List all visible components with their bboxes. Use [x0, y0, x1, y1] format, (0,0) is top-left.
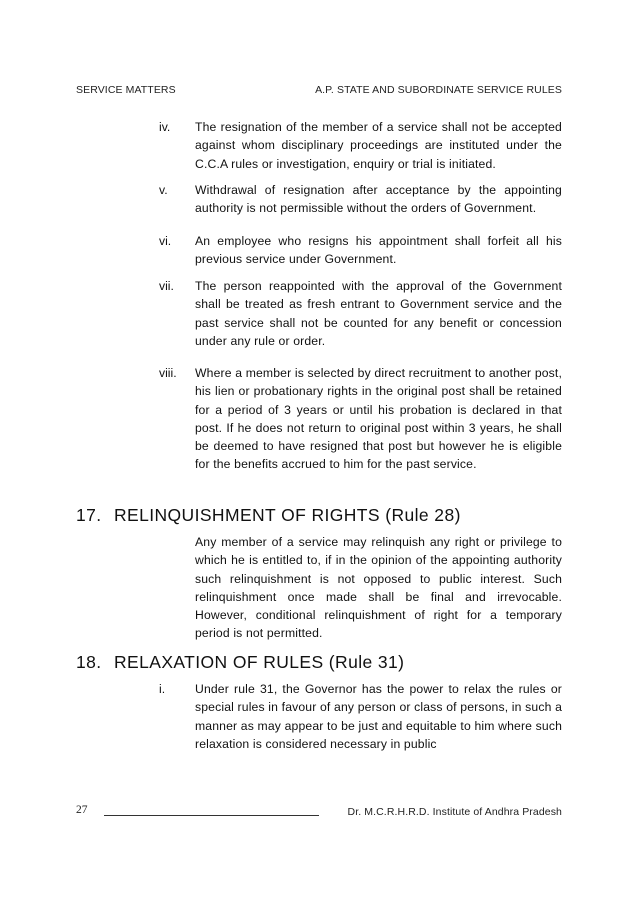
list-item-text: Under rule 31, the Governor has the power to relax the rules or special rules in favour of any person or class of persons, in such a manner as may appear to be just and equitable to him where such relaxation is considered necessary in public: [195, 682, 562, 751]
list-item-number: viii.: [159, 366, 177, 380]
list-item: [159, 232, 562, 269]
list-item: [159, 277, 562, 350]
list-item: [159, 118, 562, 173]
page-number: 27: [76, 804, 88, 816]
list-item: [159, 680, 562, 753]
footer-rule: [104, 815, 319, 816]
running-header-left: SERVICE MATTERS: [76, 84, 176, 96]
list-item-text: The person reappointed with the approval of the Government shall be treated as fresh entrant to Government service and the past service shall not be counted for any benefit or concession under any rule or order.: [195, 279, 562, 348]
list-item-number: v.: [159, 183, 168, 197]
list-item-text: The resignation of the member of a service shall not be accepted against whom disciplinary proceedings are instituted under the C.C.A rules or investigation, enquiry or trial is initiated.: [195, 120, 562, 171]
list-item-text: Withdrawal of resignation after acceptance by the appointing authority is not permissible without the orders of Government.: [195, 183, 562, 216]
list-item-number: i.: [159, 682, 166, 696]
section-heading-18: [76, 651, 404, 673]
list-item: [159, 364, 562, 474]
section-title: RELINQUISHMENT OF RIGHTS (Rule 28): [114, 505, 461, 525]
section-number: 17.: [76, 505, 102, 525]
section-number: 18.: [76, 652, 102, 672]
list-item-number: vi.: [159, 234, 172, 248]
list-item-text: Where a member is selected by direct recruitment to another post, his lien or probationary rights in the original post shall be retained for a period of 3 years or until his probation is declared in that post. If he does not return to original post within 3 years, he shall be deemed to have resigned that post but however he is eligible for the benefits accrued to him for the past service.: [195, 366, 562, 472]
running-header-right: A.P. STATE AND SUBORDINATE SERVICE RULES: [315, 84, 562, 96]
list-item-text: An employee who resigns his appointment shall forfeit all his previous service under Government.: [195, 234, 562, 267]
list-item: [159, 181, 562, 218]
list-item-number: iv.: [159, 120, 171, 134]
footer-institute: Dr. M.C.R.H.R.D. Institute of Andhra Pradesh: [347, 806, 562, 818]
section-title: RELAXATION OF RULES (Rule 31): [114, 652, 405, 672]
section-17-paragraph: Any member of a service may relinquish any right or privilege to which he is entitled to, if in the opinion of the appointing authority such relinquishment is not opposed to public interest. Such relinquishment once made shall be final and irrevocable. However, conditional relinquishment of right for a temporary period is not permitted.: [195, 535, 562, 641]
list-item-number: vii.: [159, 279, 174, 293]
section-heading-17: [76, 504, 461, 526]
